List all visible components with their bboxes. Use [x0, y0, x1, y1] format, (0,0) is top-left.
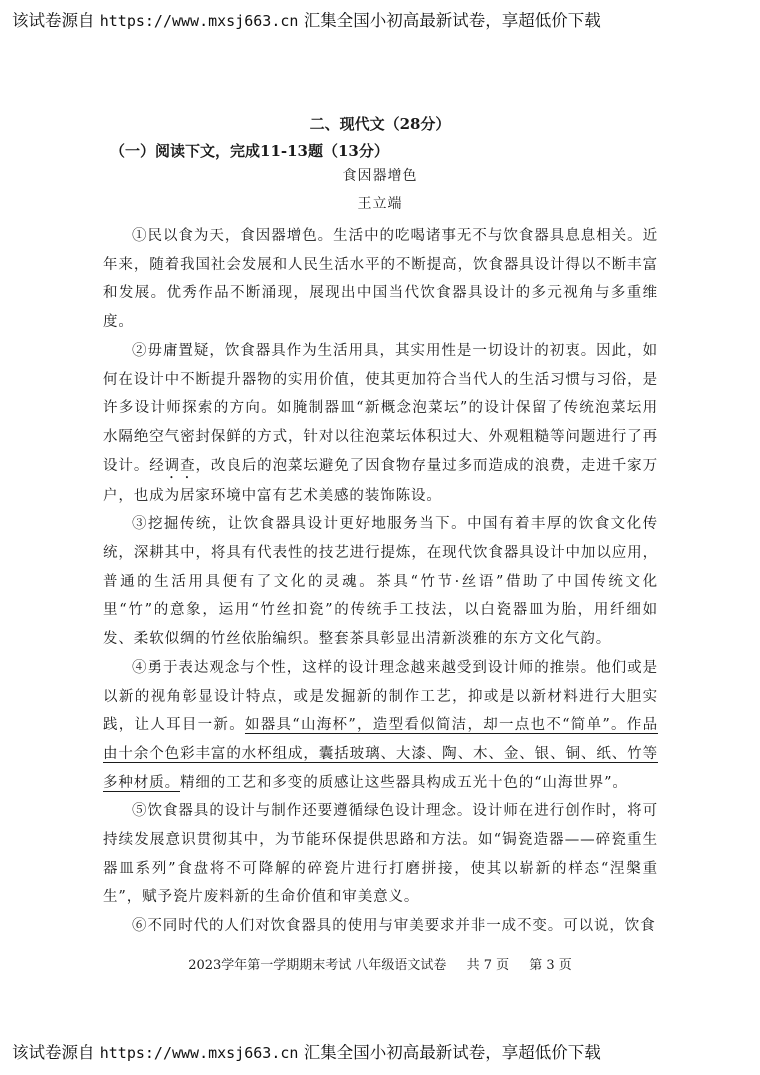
paragraph-3: ③挖掘传统，让饮食器具设计更好地服务当下。中国有着丰厚的饮食文化传统，深耕其中，将具有代表性的技艺进行提炼，在现代饮食器具设计中加以应用，普通的生活用具便有了文化的灵魂。茶具“竹节·丝语”借助了中国传统文化里“竹”的意象，运用“竹丝扣瓷”的传统手工技法，以白瓷器皿为胎，用纤细如发、柔软似绸的竹丝依胎编织。整套茶具彰显出清新淡雅的东方文化气韵。	[103, 516, 658, 648]
banner-prefix: 该试卷源自	[12, 11, 95, 30]
page-footer	[0, 957, 760, 975]
banner-suffix: 汇集全国小初高最新试卷，享超低价下载	[303, 1043, 601, 1062]
paragraph-4-text-b: 精细的工艺和多变的质感让这些器具构成五光十色的“山海世界”。	[180, 774, 628, 791]
paragraph-4-text-a: ④勇于表达观念与个性，这样的设计理念越来越受到设计师的推崇。他们或是以新的视角彰显设计特点，或是发掘新的制作工艺，抑或是以新材料进行大胆实践，让人耳目一新。	[103, 659, 658, 734]
footer-total-pages: 共 7 页	[466, 958, 510, 973]
question-instruction: （一）阅读下文，完成11-13题（13分）	[110, 142, 389, 160]
paragraph-6: ⑥不同时代的人们对饮食器具的使用与审美要求并非一成不变。可以说，饮食	[132, 918, 656, 935]
article-title: 食因器增色	[342, 168, 418, 184]
banner-prefix: 该试卷源自	[12, 1043, 95, 1062]
paragraph-2-text-b: ，改良后的泡菜坛避免了因食物存量过多而造成的浪费，走进千家万户，也成为居家环境中富有艺术美感的装饰陈设。	[103, 457, 658, 504]
article-body	[103, 222, 658, 941]
paragraph-1: ①民以食为天，食因器增色。生活中的吃喝诸事无不与饮食器具息息相关。近年来，随着我国社会发展和人民生活水平的不断提高，饮食器具设计得以不断丰富和发展。优秀作品不断涌现，展现出中国当代饮食器具设计的多元视角与多重维度。	[103, 228, 658, 331]
section-title: 二、现代文（28分）	[309, 115, 451, 133]
paragraph-5: ⑤饮食器具的设计与制作还要遵循绿色设计理念。设计师在进行创作时，将可持续发展意识贯彻其中，为节能环保提供思路和方法。如“锔瓷造器——碎瓷重生器皿系列”食盘将不可降解的碎瓷片进行打磨拼接，使其以崭新的样态“涅槃重生”，赋予瓷片废料新的生命价值和审美意义。	[103, 803, 658, 906]
banner-url-link[interactable]: https://www.mxsj663.cn	[99, 1044, 299, 1062]
source-banner-top	[12, 10, 752, 32]
paragraph-2-text-a: ②毋庸置疑，饮食器具作为生活用具，其实用性是一切设计的初衷。因此，如何在设计中不断提升器物的实用价值，使其更加符合当代人的生活习惯与习俗，是许多设计师探索的方向。如腌制器皿“新概念泡菜坛”的设计保留了传统泡菜坛用水隔绝空气密封保鲜的方式，针对以往泡菜坛体积过大、外观粗糙等问题进行了再设计。经	[103, 342, 658, 474]
paragraph-2	[103, 337, 658, 511]
footer-exam-title: 2023学年第一学期期末考试 八年级语文试卷	[188, 958, 447, 973]
underlined-sentence: 如器具“山海杯”，造型看似简洁，却一点也不“简单”。作品由十余个色彩丰富的水杯组成，囊括玻璃、大漆、陶、木、金、银、铜、纸、竹等多种材质。	[103, 717, 658, 791]
banner-suffix: 汇集全国小初高最新试卷，享超低价下载	[303, 11, 601, 30]
source-banner-bottom	[12, 1042, 752, 1064]
emphasis-dotted-word: 调查	[164, 457, 196, 474]
paragraph-4	[103, 654, 658, 798]
banner-url-link[interactable]: https://www.mxsj663.cn	[99, 12, 299, 30]
article-author: 王立端	[357, 196, 403, 212]
footer-page-number: 第 3 页	[529, 958, 572, 973]
